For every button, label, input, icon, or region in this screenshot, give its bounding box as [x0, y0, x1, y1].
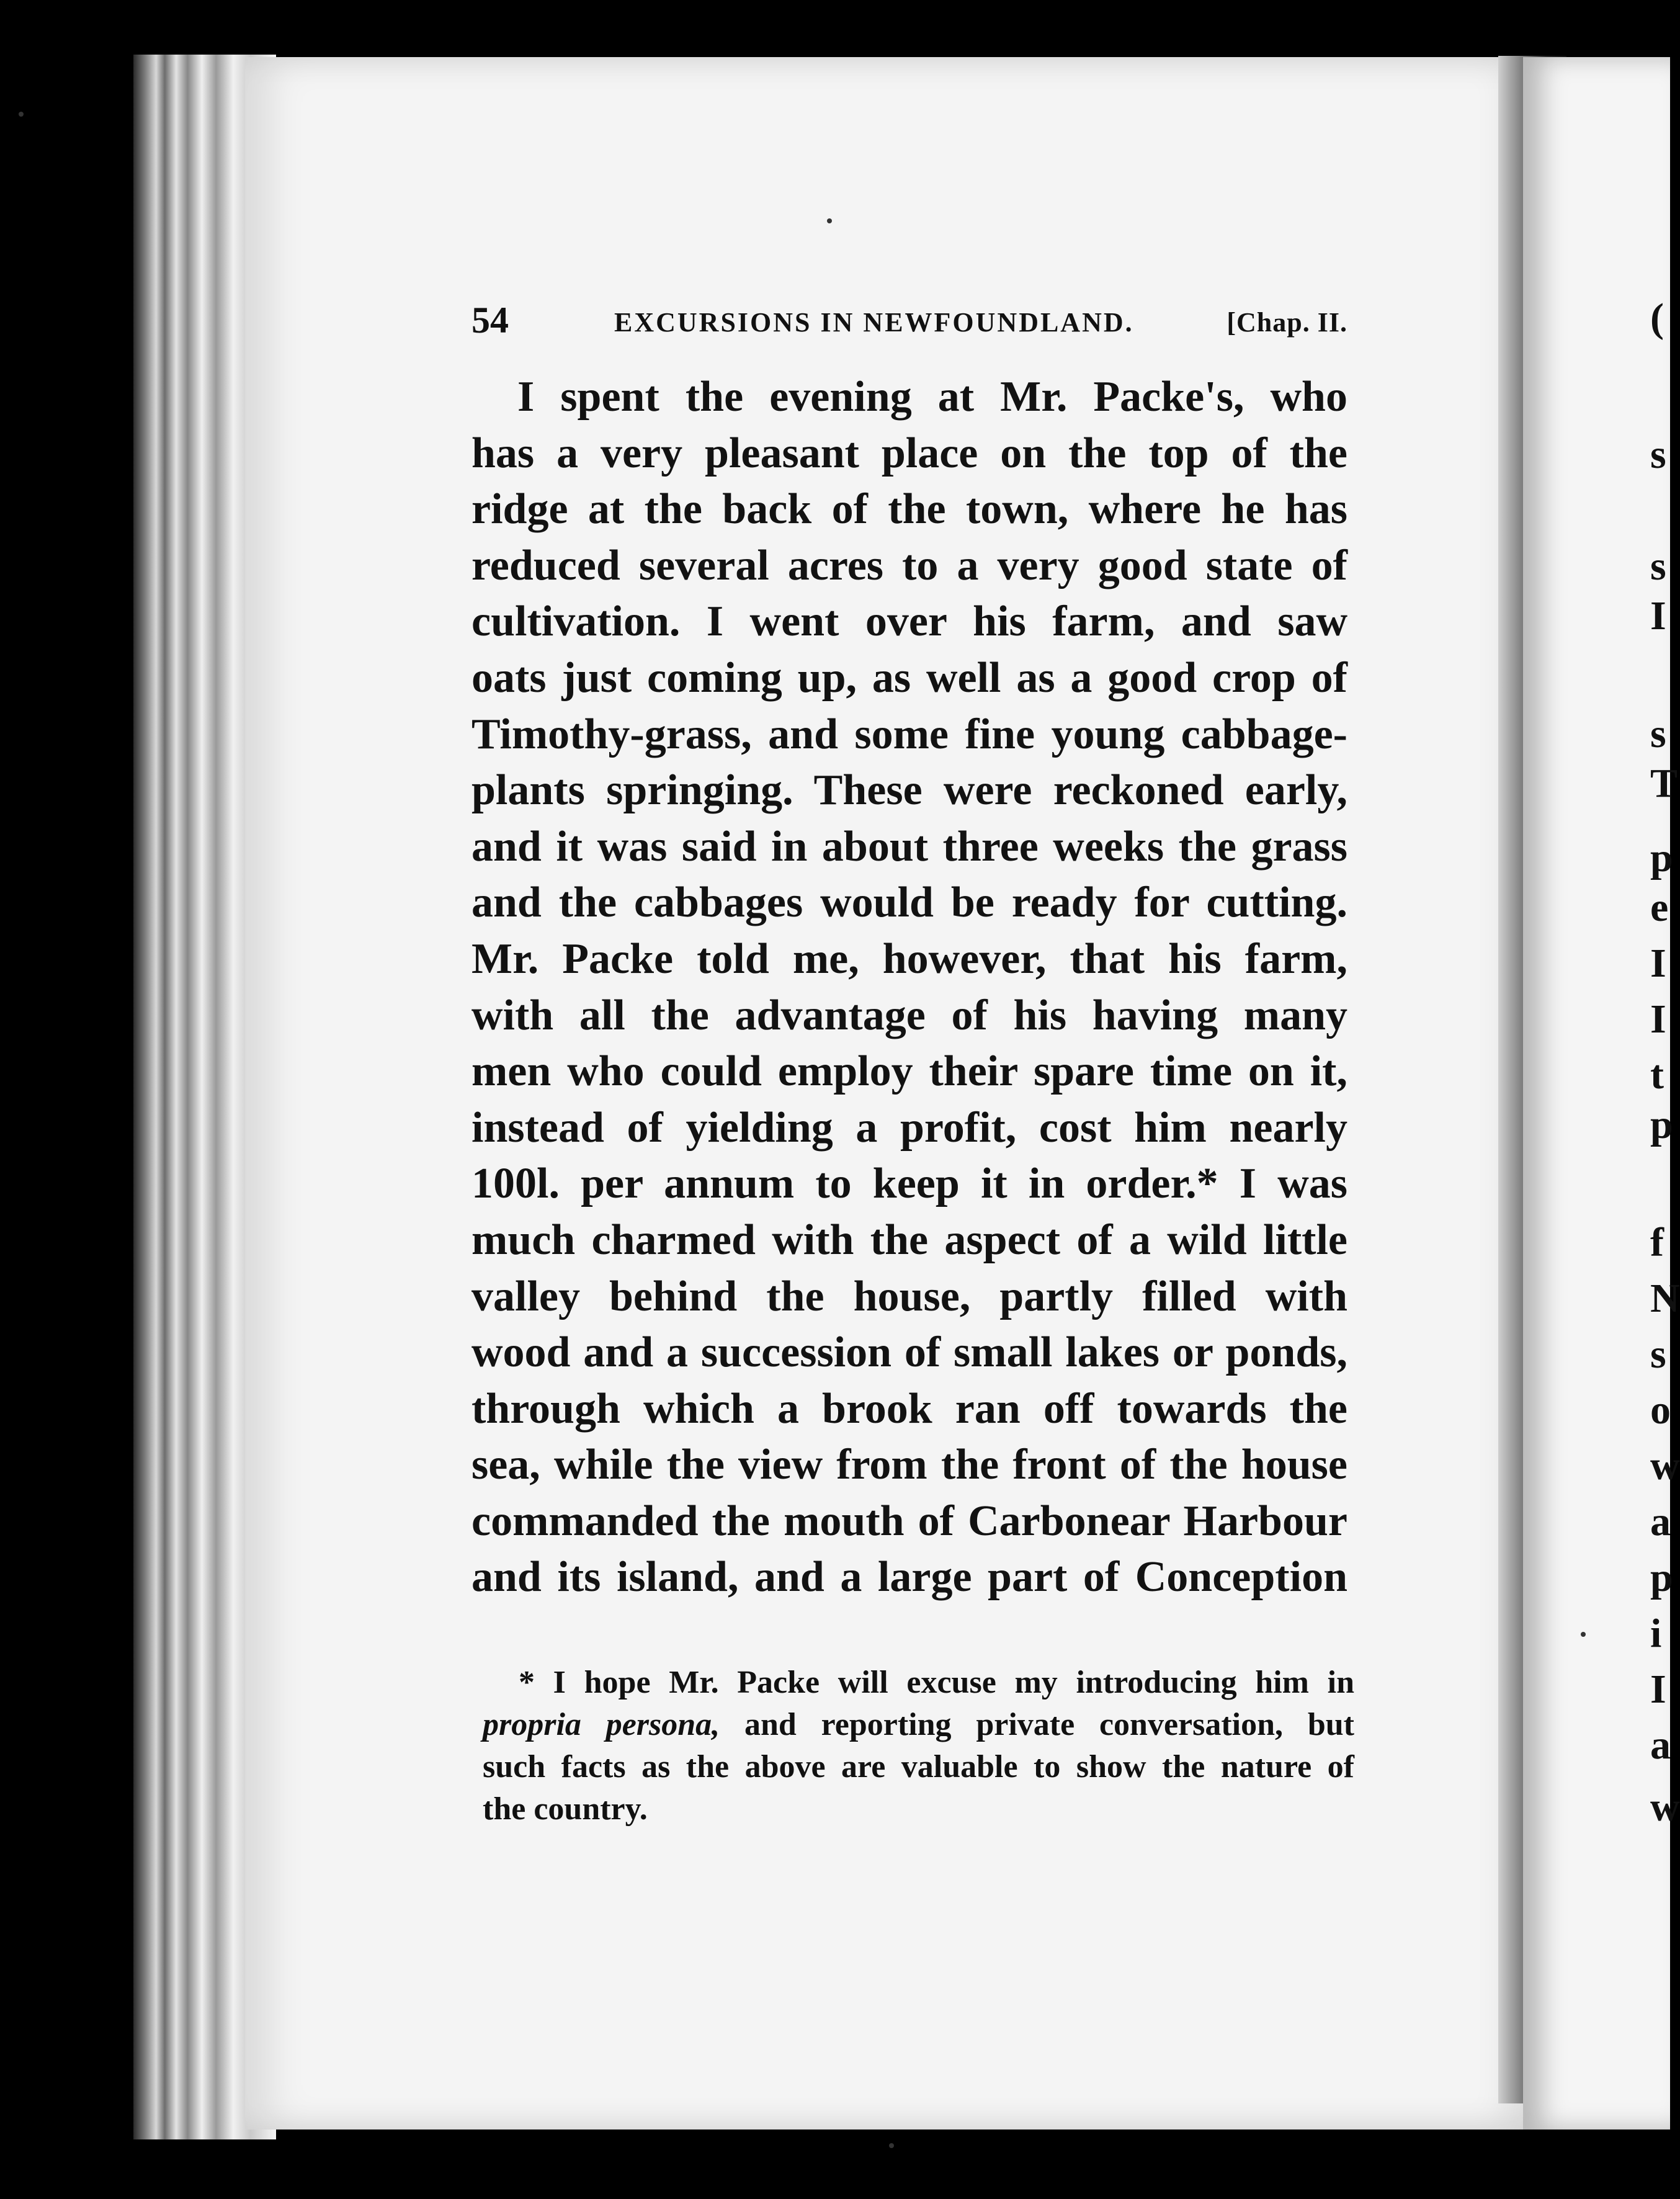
- right-page-letter: p: [1650, 1102, 1673, 1147]
- right-page-letter: s: [1650, 432, 1666, 477]
- right-page-letter: p: [1650, 835, 1673, 880]
- text-line: oats just coming up, as well as a good crop of: [471, 653, 1347, 702]
- text-line: instead of yielding a profit, cost him nearly: [471, 1103, 1347, 1152]
- text-line: has a very pleasant place on the top of the: [471, 429, 1347, 477]
- chapter-label: [Chap. II.: [1226, 307, 1347, 338]
- right-page-letter: s: [1650, 1332, 1666, 1377]
- text-line: Timothy-grass, and some fine young cabbage-: [471, 710, 1347, 758]
- right-page-letter: (: [1650, 295, 1664, 341]
- right-page-letter: e: [1650, 885, 1669, 930]
- right-page-letter: I: [1650, 996, 1666, 1042]
- right-page-letter: T: [1650, 761, 1678, 806]
- running-head: [471, 299, 1347, 343]
- text-line: wood and a succession of small lakes or ponds,: [471, 1328, 1347, 1377]
- right-page-letter: p: [1650, 1555, 1673, 1600]
- right-page-letter: t: [1650, 1052, 1664, 1098]
- right-page-letter: o: [1650, 1387, 1671, 1433]
- speck: [19, 112, 24, 117]
- text-line: ridge at the back of the town, where he has: [471, 485, 1347, 534]
- text-line: valley behind the house, partly filled with: [471, 1272, 1347, 1320]
- right-page-letter: f: [1650, 1220, 1664, 1265]
- footnote: [483, 1662, 1354, 1830]
- text-line: cultivation. I went over his farm, and saw: [471, 598, 1347, 646]
- footnote-line: * I hope Mr. Packe will excuse my introducing him in: [519, 1665, 1354, 1700]
- right-page-letter: a: [1650, 1499, 1671, 1544]
- text-line: through which a brook ran off towards the: [471, 1384, 1347, 1433]
- right-page-fragments: [1650, 0, 1680, 2199]
- text-line: plants springing. These were reckoned early,: [471, 766, 1347, 815]
- speck: [1581, 1632, 1586, 1637]
- footnote-text: and reporting private conversation, but: [720, 1707, 1354, 1742]
- text-line: reduced several acres to a very good state of: [471, 541, 1347, 589]
- text-line: I spent the evening at Mr. Packe's, who: [517, 373, 1347, 421]
- speck: [827, 218, 832, 223]
- right-page: [1523, 57, 1670, 2130]
- right-page-letter: N: [1650, 1276, 1680, 1321]
- text-line: men who could employ their spare time on it,: [471, 1047, 1347, 1096]
- right-page-letter: w: [1650, 1443, 1680, 1489]
- right-page-letter: s: [1650, 544, 1666, 589]
- running-title: EXCURSIONS IN NEWFOUNDLAND.: [614, 307, 1134, 338]
- text-line: with all the advantage of his having many: [471, 991, 1347, 1039]
- body-text: [471, 369, 1347, 1606]
- footnote-line: [483, 1704, 1354, 1746]
- text-line: and the cabbages would be ready for cutting.: [471, 879, 1347, 927]
- footnote-line: such facts as the above are valuable to show the nature of: [483, 1749, 1354, 1785]
- text-line: sea, while the view from the front of the house: [471, 1441, 1347, 1489]
- speck: [889, 2143, 894, 2148]
- text-line: and it was said in about three weeks the grass: [471, 822, 1347, 871]
- text-line: commanded the mouth of Carbonear Harbour: [471, 1497, 1347, 1545]
- page-number: 54: [471, 300, 509, 341]
- right-page-letter: a: [1650, 1722, 1671, 1768]
- right-page-letter: i: [1650, 1611, 1662, 1656]
- footnote-line: the country.: [483, 1791, 648, 1827]
- right-page-letter: I: [1650, 593, 1666, 638]
- right-page-letter: s: [1650, 711, 1666, 756]
- right-page-letter: I: [1650, 1667, 1666, 1712]
- text-line: and its island, and a large part of Conception: [471, 1553, 1347, 1601]
- footnote-italic: propria persona,: [483, 1707, 720, 1742]
- text-line: Mr. Packe told me, however, that his farm,: [471, 934, 1347, 983]
- right-page-letter: I: [1650, 941, 1666, 986]
- text-line: much charmed with the aspect of a wild little: [471, 1216, 1347, 1264]
- right-page-letter: w: [1650, 1785, 1680, 1830]
- text-line: 100l. per annum to keep it in order.* I was: [471, 1160, 1347, 1208]
